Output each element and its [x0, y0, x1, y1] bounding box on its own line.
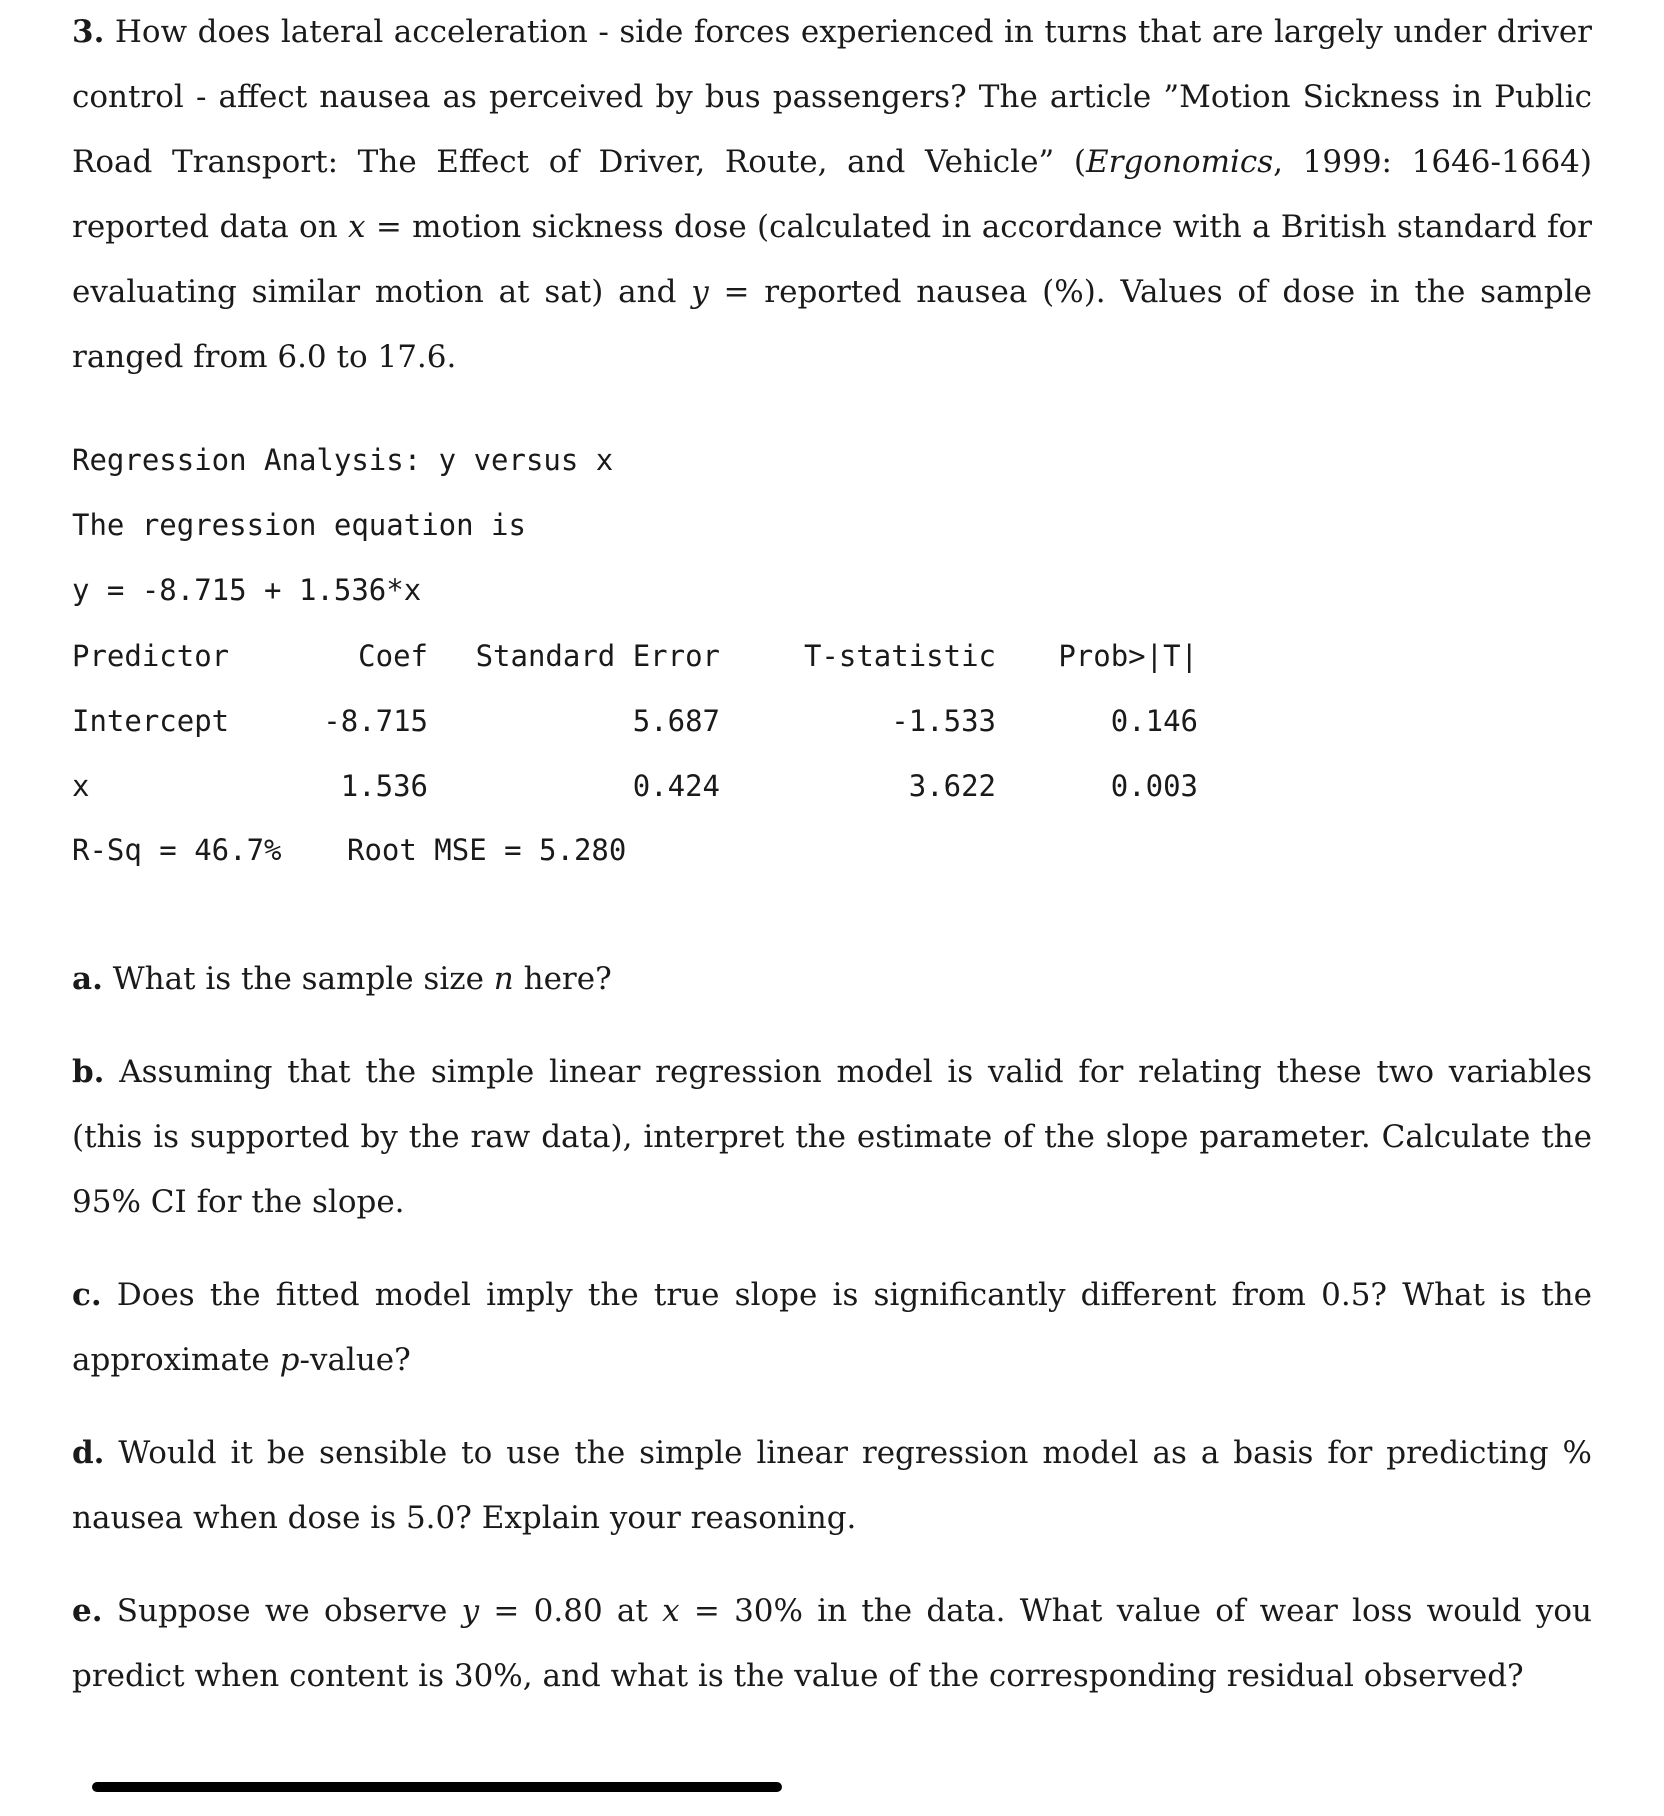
question-d-label: d.: [72, 1435, 105, 1471]
table-header-row: [72, 623, 1198, 688]
problem-x-definition: = motion sickness dose (calculated in accordance with a British standard for evaluating similar motion at sat) and: [72, 209, 1592, 310]
row-t-statistic: -1.533: [891, 703, 996, 738]
row-predictor: x: [72, 768, 90, 803]
question-d-text: Would it be sensible to use the simple linear regression model as a basis for predicting % nausea when dose is 5.0? Explain your reasoning.: [72, 1435, 1592, 1536]
question-b-label: b.: [72, 1054, 105, 1090]
question-a: [72, 947, 1592, 1012]
column-header-t-statistic: T-statistic: [803, 638, 996, 673]
question-c: [72, 1263, 1592, 1393]
row-t-statistic: 3.622: [908, 768, 996, 803]
question-b: [72, 1040, 1592, 1235]
question-a-text-2: here?: [513, 961, 612, 997]
question-b-text: Assuming that the simple linear regression model is valid for relating these two variables (this is supported by the raw data), interpret the estimate of the slope parameter. Calculate the 95% CI for the slope.: [72, 1054, 1592, 1220]
coefficient-table: [72, 623, 1198, 818]
question-e: [72, 1579, 1592, 1709]
variable-n: n: [493, 961, 514, 997]
variable-p: p: [279, 1342, 300, 1378]
column-header-p-value: Prob>|T|: [1058, 638, 1198, 673]
problem-statement: [72, 0, 1592, 390]
column-header-predictor: Predictor: [72, 638, 230, 673]
row-standard-error: 5.687: [632, 703, 720, 738]
model-fit-summary: [72, 818, 1592, 883]
regression-header: Regression Analysis: y versus x: [72, 443, 614, 477]
question-c-text-2: -value?: [299, 1342, 411, 1378]
question-e-label: e.: [72, 1593, 103, 1629]
document-page: [72, 0, 1592, 1709]
problem-y-definition: = reported nausea (%). Values of dose in the sample ranged from 6.0 to 17.6.: [72, 274, 1592, 375]
root-mse: Root MSE = 5.280: [347, 833, 627, 867]
home-indicator-bar[interactable]: [92, 1782, 782, 1792]
row-coef: 1.536: [340, 768, 428, 803]
question-a-label: a.: [72, 961, 103, 997]
table-row: [72, 753, 1198, 818]
row-coef: -8.715: [323, 703, 428, 738]
journal-name: Ergonomics: [1086, 144, 1274, 180]
question-a-text-1: What is the sample size: [102, 961, 494, 997]
row-p-value: 0.146: [1110, 703, 1198, 738]
table-row: [72, 688, 1198, 753]
variable-x: x: [662, 1593, 680, 1629]
problem-number: 3.: [72, 14, 105, 50]
question-e-text-2: = 0.80 at: [479, 1593, 663, 1629]
column-header-standard-error: Standard Error: [475, 638, 720, 673]
regression-equation-label: The regression equation is: [72, 508, 526, 542]
question-e-text-3: = 30% in the data. What value of wear loss would you predict when content is 30%, and what is the value of the corresponding residual observed?: [72, 1593, 1592, 1694]
question-d: [72, 1421, 1592, 1551]
variable-y: y: [461, 1593, 480, 1629]
row-predictor: Intercept: [72, 703, 230, 738]
question-c-text-1: Does the fitted model imply the true slope is significantly different from 0.5? What is the approximate: [72, 1277, 1592, 1378]
variable-y: y: [691, 274, 709, 310]
row-p-value: 0.003: [1110, 768, 1198, 803]
r-squared: R-Sq = 46.7%: [72, 833, 282, 867]
regression-equation: y = -8.715 + 1.536*x: [72, 573, 422, 607]
problem-intro-text-2: , 1999: 1646-1664) reported data on: [72, 144, 1592, 245]
row-standard-error: 0.424: [632, 768, 720, 803]
question-c-label: c.: [72, 1277, 102, 1313]
problem-intro-text-1: How does lateral acceleration - side forces experienced in turns that are largely under driver control - affect nausea as perceived by bus passengers? The article ”Motion Sickness in Public Road Transport: The Effect of Driver, Route, and Vehicle” (: [72, 14, 1593, 180]
variable-x: x: [348, 209, 366, 245]
question-e-text-1: Suppose we observe: [102, 1593, 462, 1629]
column-header-coef: Coef: [358, 638, 428, 673]
regression-output: [72, 428, 1592, 883]
